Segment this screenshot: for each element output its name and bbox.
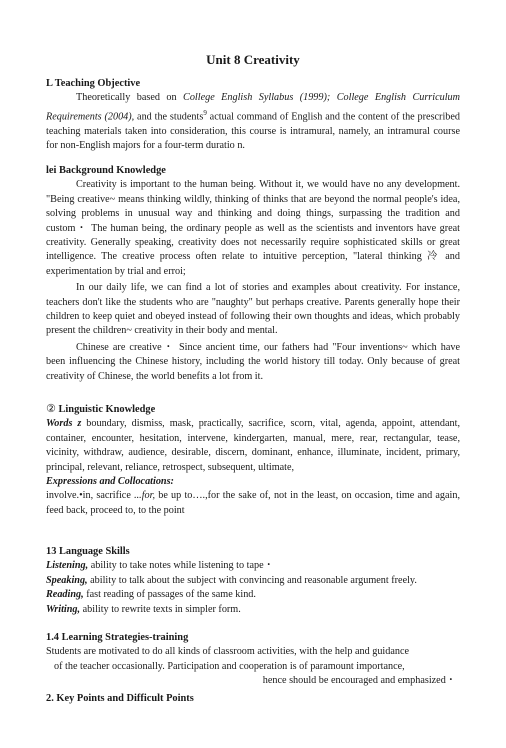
speaking-line [46,574,460,588]
learning-strategies-section [46,631,460,689]
speaking-text: ability to talk about the subject with convincing and reasonable argument freely. [87,574,417,586]
objective-syllabus-titles: College English Syllabus (1999); College English Curriculum Requirements (2004), [46,92,460,123]
strategies-line-3: hence should be encouraged and emphasized・ [262,675,456,687]
background-paragraph-2: In our daily life, we can find a lot of stories and examples about creativity. For instance, teachers don't like the students who are "naughty" but perhaps creative. Parents generally hope their children to keep quiet and obeyed instead of following their own thoughts and ideas, which probably present the children~ creativity in their body and mental. [46,282,460,337]
objective-text-a: Theoretically based on [76,92,184,104]
circled-number-2-icon: ② [46,402,56,415]
listening-line [46,559,460,573]
speaking-label: Speaking, [46,574,88,586]
language-skills-heading: 13 Language Skills [46,546,130,557]
expressions-text-b: be up to….,for the sake of, not in the least, on occasion, time and again, feed back, proceed to, to the point [46,490,461,516]
linguistic-knowledge-heading [46,402,460,417]
linguistic-knowledge-section [46,402,460,518]
expressions-italic: ...for, [134,490,156,502]
language-skills-section [46,545,460,617]
objective-superscript: 9 [203,108,207,117]
learning-strategies-heading: 1.4 Learning Strategies-training [46,632,189,643]
listening-text: ability to take notes while listening to tape・ [88,560,274,572]
reading-label: Reading, [46,589,84,601]
background-knowledge-heading: lei Background Knowledge [46,165,166,176]
background-paragraph-3: Chinese are creative・ Since ancient time, our fathers had "Four inventions~ which have been influencing the Chinese history, including the world history till today. Only because of great creativity of Chinese, the world benefits a lot from it. [46,341,460,382]
listening-label: Listening, [46,560,89,572]
background-paragraph-1: Creativity is important to the human being. Without it, we would have no any development. "Being creative~ means thinking wildly, thinking of thinks that are beyond the normal people's idea, solving problems in unusual way and thinking and doing things, surpassing the tradition and custom・ The human being, the ordinary people as well as the scientists and inventors have great creativity. Generally speaking, creativity does not necessarily require sophisticated skills or great intelligence. The creative process often relate to intuitive perception, "lateral thinking 冷 and experimentation by trial and erroi; [46,179,460,277]
key-points-section [46,692,460,706]
expressions-paragraph [46,489,460,518]
words-list: boundary, dismiss, mask, practically, sacrifice, scorn, vital, agenda, appoint, attendant, container, encounter, hesitation, intervene, kindergarten, manual, mere, rear, rectangular, tease, vicinity, withdraw, audience, desirable, discern, dominant, enhance, illuminate, incident, primary, principal, relevant, reliance, retrospect, subsequent, ultimate, [46,418,460,473]
writing-line [46,603,460,617]
expressions-label: Expressions and Collocations: [46,476,174,488]
objective-text-c: actual command of English and the content of the prescribed teaching materials taken into consideration, this course is intramural, namely, an intramural course for non-English majors for a four-term duratio n. [46,111,460,152]
strategies-line-1: Students are motivated to do all kinds of classroom activities, with the help and guidance [46,646,409,658]
writing-label: Writing, [46,603,81,615]
key-points-heading: 2. Key Points and Difficult Points [46,693,194,704]
strategies-line-2: of the teacher occasionally. Participation and cooperation is of paramount importance, [54,660,405,672]
writing-text: ability to rewrite texts in simpler form. [80,603,241,615]
unit-title: Unit 8 Creativity [206,52,300,67]
words-label: Words z [46,418,82,430]
reading-line [46,588,460,602]
teaching-objective-heading: L Teaching Objective [46,78,141,89]
linguistic-knowledge-title: Linguistic Knowledge [55,404,156,415]
teaching-objective-paragraph [46,91,460,153]
objective-text-b: and the students [134,111,204,123]
words-paragraph [46,417,460,475]
background-knowledge-section [46,164,460,384]
expressions-text-a: involve.•in, sacrifice [46,490,135,502]
reading-text: fast reading of passages of the same kind. [83,589,256,601]
teaching-objective-section [46,77,460,153]
